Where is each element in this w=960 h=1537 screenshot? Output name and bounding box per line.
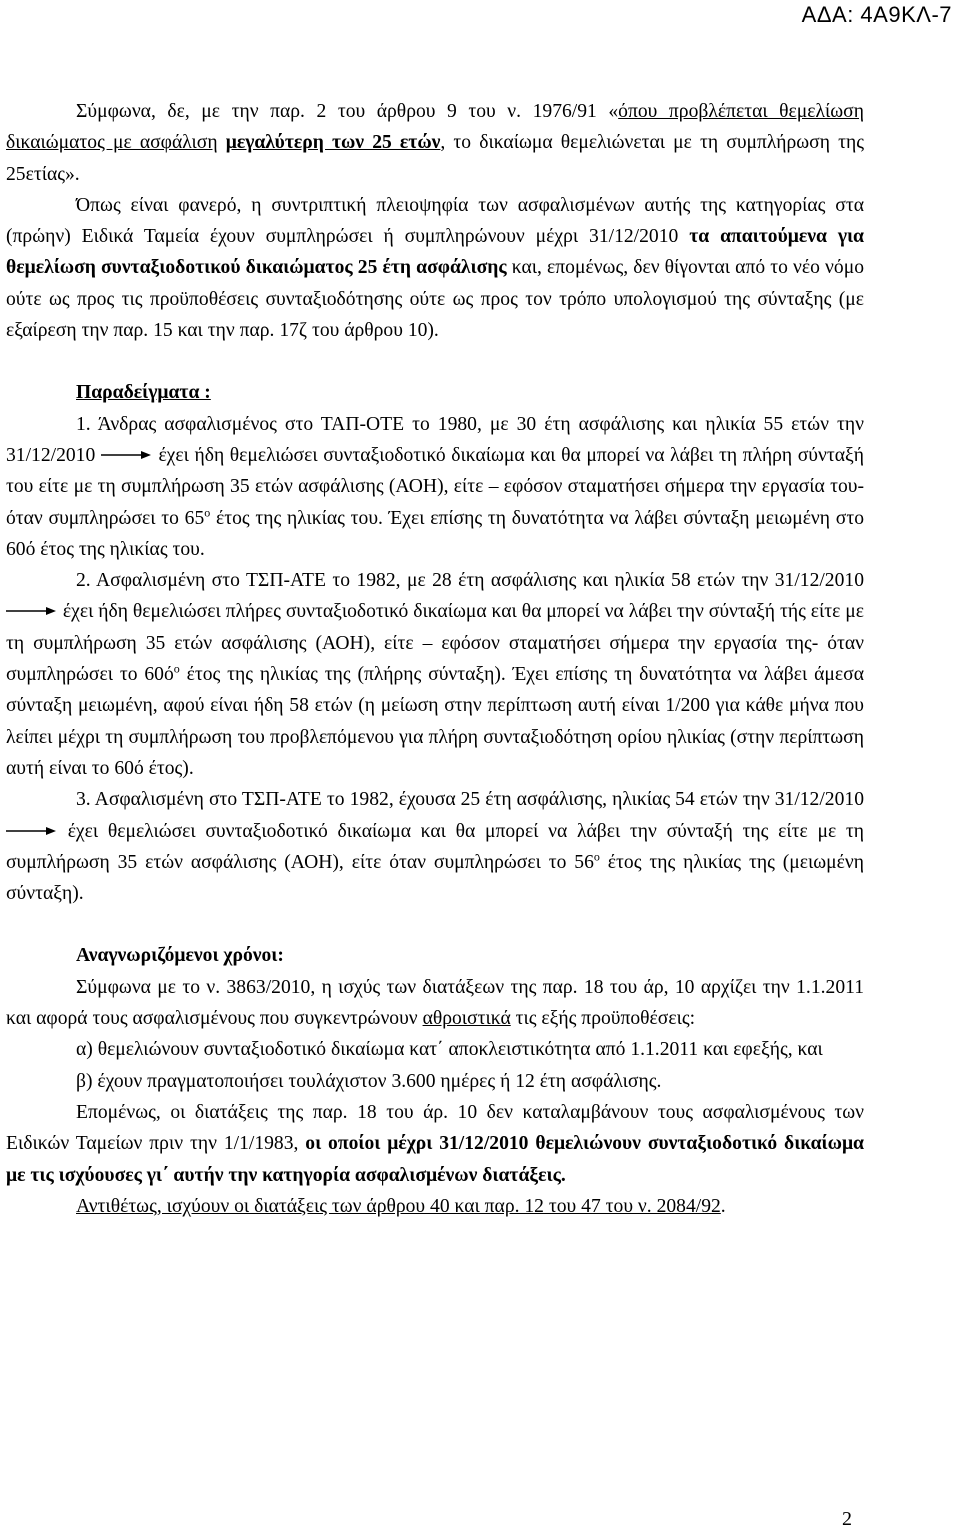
condition-b: β) έχουν πραγματοποιήσει τουλάχιστον 3.600 ημέρες ή 12 έτη ασφάλισης. bbox=[76, 1070, 662, 1092]
paragraph-special-funds: Όπως είναι φανερό, η συντριπτική πλειοψηφία των ασφαλισμένων αυτής της κατηγορίας στα (πρώην) Ειδικά Ταμεία έχουν συμπληρώσει ή συμπληρώνουν μέχρι 31/12/2010 τα απαιτούμενα για θεμελίωση συνταξιοδοτικού δικαιώματος 25 έτη ασφάλισης και, επομένως, δεν θίγονται από το νέο νόμο ούτε ως προς τις προϋποθέσεις συνταξιοδότησης ούτε ως προς τον τρόπο υπολογισμού της σύνταξης (με εξαίρεση την παρ. 15 και την παρ. 17ζ του άρθρου 10). bbox=[6, 194, 865, 342]
paragraph-law-1976: Σύμφωνα, δε, με την παρ. 2 του άρθρου 9 του ν. 1976/91 «όπου προβλέπεται θεμελίωση δικαιώματος με ασφάλιση μεγαλύτερη των 25 ετών, το δικαίωμα θεμελιώνεται με τη συμπλήρωση της 25ετίας». bbox=[6, 101, 864, 185]
condition-a: α) θεμελιώνουν συνταξιοδοτικό δικαίωμα κατ΄ αποκλειστικότητα από 1.1.2011 και εφεξής, και bbox=[76, 1039, 823, 1061]
example-3: 3. Ασφαλισμένη στο ΤΣΠ-ΑΤΕ το 1982, έχουσα 25 έτη ασφάλισης, ηλικίας 54 ετών την 31/12/2010 έχει θεμελιώσει συνταξιοδοτικό δικαίωμα και θα μπορεί να λάβει την σύνταξή της είτε με τη συμπλήρωση 35 ετών ασφάλισης (ΑΟΗ), είτε όταν συμπληρώσει το $56^o$ έτος της ηλικίας της (μειωμένη σύνταξη). bbox=[6, 789, 864, 905]
right-arrow-icon bbox=[6, 606, 58, 616]
paragraph-consequently: Επομένως, οι διατάξεις της παρ. 18 του άρ. 10 δεν καταλαμβάνουν τους ασφαλισμένους των Ειδικών Ταμείων πριν την 1/1/1983, οι οποίοι μέχρι 31/12/2010 θεμελιώνουν συνταξιοδοτικό δικαίωμα με τις ισχύουσες γι΄ αυτήν την κατηγορία ασφαλισμένων διατάξεις. bbox=[6, 1101, 864, 1186]
document-body bbox=[6, 96, 864, 1222]
example-1: 1. Άνδρας ασφαλισμένος στο ΤΑΠ-ΟΤΕ το 1980, με 30 έτη ασφάλισης και ηλικία 55 ετών την 31/12/2010 έχει ήδη θεμελιώσει συνταξιοδοτικό δικαίωμα και θα μπορεί να λάβει τη πλήρη σύνταξή του είτε με τη συμπλήρωση 35 ετών ασφάλισης (ΑΟΗ), είτε – εφόσον σταματήσει σήμερα την εργασία του- όταν συμπληρώσει το $65^o$ έτος της ηλικίας του. Έχει επίσης τη δυνατότητα να λάβει σύνταξη μειωμένη στο 60ό έτος της ηλικίας του. bbox=[6, 413, 865, 560]
examples-heading: Παραδείγματα : bbox=[76, 382, 211, 404]
ada-header: ΑΔΑ: 4Α9ΚΛ-7 bbox=[801, 2, 952, 27]
recognized-years-heading: Αναγνωριζόμενοι χρόνοι: bbox=[76, 945, 284, 967]
example-2: 2. Ασφαλισμένη στο ΤΣΠ-ΑΤΕ το 1982, με 28 έτη ασφάλισης και ηλικία 58 ετών την 31/12/2010 έχει ήδη θεμελιώσει πλήρες συνταξιοδοτικό δικαίωμα και θα μπορεί να λάβει την σύνταξή τής είτε με τη συμπλήρωση 35 ετών ασφάλισης (ΑΟΗ), είτε – εφόσον σταματήσει σήμερα την εργασία της- όταν συμπληρώσει το $60ό^o$ έτος της ηλικίας της (πλήρης σύνταξη). Έχει επίσης τη δυνατότητα να λάβει άμεσα σύνταξη μειωμένη, αφού είναι ήδη 58 ετών (η μείωση στην περίπτωση αυτή είναι 1/200 για κάθε μήνα που λείπει μέχρι τη συμπλήρωση του προβλεπόμενου για πλήρη συνταξιοδότηση ορίου ηλικίας (στην περίπτωση αυτή είναι το 60ό έτος). bbox=[6, 570, 864, 779]
paragraph-law-3863: Σύμφωνα με το ν. 3863/2010, η ισχύς των διατάξεων της παρ. 18 του άρ, 10 αρχίζει την 1.1.2011 και αφορά τους ασφαλισμένους που συγκεντρώνουν αθροιστικά τις εξής προϋποθέσεις: bbox=[6, 976, 864, 1030]
paragraph-conversely: Αντιθέτως, ισχύουν οι διατάξεις των άρθρου 40 και παρ. 12 του 47 του ν. 2084/92. bbox=[76, 1195, 726, 1217]
right-arrow-icon bbox=[101, 450, 153, 460]
right-arrow-icon bbox=[6, 826, 58, 836]
page-number: 2 bbox=[842, 1508, 852, 1530]
